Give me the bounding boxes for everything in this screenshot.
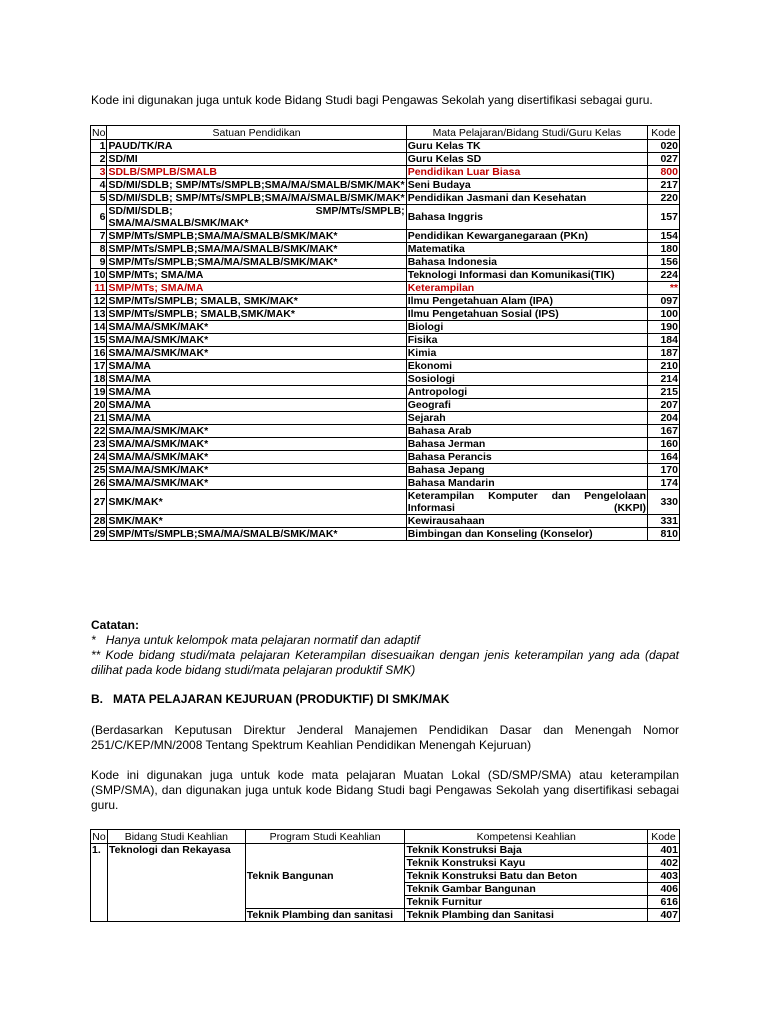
cell-mapel: Seni Budaya: [406, 179, 647, 192]
cell-kode: 164: [648, 451, 680, 464]
header-satuan: Satuan Pendidikan: [107, 126, 406, 140]
header-mapel: Mata Pelajaran/Bidang Studi/Guru Kelas: [406, 126, 647, 140]
cell-no: 3: [91, 166, 107, 179]
header2-no: No: [92, 830, 106, 843]
cell-kode: 167: [648, 425, 680, 438]
cell-satuan: SMP/MTs/SMPLB;SMA/MA/SMALB/SMK/MAK*: [107, 243, 406, 256]
cell-satuan: SMA/MA: [107, 399, 406, 412]
cell-no: 10: [91, 269, 107, 282]
notes-title: Catatan:: [91, 618, 140, 632]
cell-kode: 217: [648, 179, 680, 192]
cell-no: 25: [91, 464, 107, 477]
cell-mapel: Bahasa Arab: [406, 425, 647, 438]
table-row: [91, 490, 680, 515]
cell-mapel: Bahasa Mandarin: [406, 477, 647, 490]
cell-kode: 215: [648, 386, 680, 399]
cell-kode: 616: [647, 896, 679, 909]
cell-kode: 810: [648, 528, 680, 541]
cell-kode: 204: [648, 412, 680, 425]
cell-satuan: SMA/MA/SMK/MAK*: [107, 464, 406, 477]
table-row: [91, 399, 680, 412]
cell-no: 19: [91, 386, 107, 399]
note-2: [91, 648, 679, 678]
notes-section: [91, 618, 679, 678]
header2-kode: Kode: [647, 830, 679, 844]
cell-no: 1: [91, 140, 107, 153]
cell-mapel: Geografi: [406, 399, 647, 412]
table-row: [91, 464, 680, 477]
table-row: [91, 477, 680, 490]
cell-kode: **: [648, 282, 680, 295]
cell-mapel: Pendidikan Kewarganegaraan (PKn): [406, 230, 647, 243]
cell-kode: 157: [648, 205, 680, 230]
table-row: [91, 166, 680, 179]
cell-no: 14: [91, 321, 107, 334]
table-row: [91, 295, 680, 308]
note-2-mark: **: [91, 648, 101, 662]
cell-mapel: Pendidikan Luar Biasa: [406, 166, 647, 179]
cell-satuan: SMA/MA/SMK/MAK*: [107, 438, 406, 451]
note-1: [91, 633, 679, 648]
header2-kompetensi: Kompetensi Keahlian: [405, 830, 648, 844]
cell-mapel: Bahasa Indonesia: [406, 256, 647, 269]
cell-mapel: Kimia: [406, 347, 647, 360]
cell-no: 23: [91, 438, 107, 451]
table-row: [91, 334, 680, 347]
cell-kode: 207: [648, 399, 680, 412]
section-b-para-1: (Berdasarkan Keputusan Direktur Jenderal Manajemen Pendidikan Dasar dan Menengah Nomor 251/C/KEP/MN/2008 Tentang Spektrum Keahlian Pendidikan Menengah Kejuruan): [91, 723, 679, 752]
cell-no: 1.: [91, 844, 108, 922]
cell-mapel: Bahasa Perancis: [406, 451, 647, 464]
cell-mapel: Bahasa Jepang: [406, 464, 647, 477]
table-row: [91, 451, 680, 464]
cell-mapel: Bahasa Jerman: [406, 438, 647, 451]
cell-bidang: Teknologi dan Rekayasa: [107, 844, 245, 922]
cell-no: 2: [91, 153, 107, 166]
table2-header-row: [91, 830, 680, 844]
cell-kode: 210: [648, 360, 680, 373]
cell-program-bangunan: Teknik Bangunan: [245, 844, 405, 909]
cell-mapel: Teknologi Informasi dan Komunikasi(TIK): [406, 269, 647, 282]
cell-mapel: Sosiologi: [406, 373, 647, 386]
cell-satuan: SD/MI/SDLB; SMP/MTs/SMPLB;SMA/MA/SMALB/SMK/MAK*: [108, 179, 405, 191]
cell-kode: 184: [648, 334, 680, 347]
cell-kompetensi: Teknik Konstruksi Kayu: [405, 857, 648, 870]
cell-kode: 097: [648, 295, 680, 308]
header-no: No: [92, 126, 106, 139]
cell-no: 4: [91, 179, 107, 192]
cell-mapel: Biologi: [406, 321, 647, 334]
header-kode: Kode: [648, 126, 680, 140]
table-row: [91, 386, 680, 399]
section-b-letter: B.: [91, 692, 103, 706]
cell-kode: 800: [648, 166, 680, 179]
cell-satuan: SMA/MA: [107, 360, 406, 373]
cell-no: 15: [91, 334, 107, 347]
cell-mapel: Ilmu Pengetahuan Sosial (IPS): [406, 308, 647, 321]
table-row: [91, 438, 680, 451]
header2-bidang: Bidang Studi Keahlian: [107, 830, 245, 844]
table-row: [91, 179, 680, 192]
cell-mapel: Ekonomi: [406, 360, 647, 373]
cell-kode: 020: [648, 140, 680, 153]
table-row: [91, 347, 680, 360]
table-row: [91, 192, 680, 205]
cell-mapel: Antropologi: [406, 386, 647, 399]
code-table-general: [90, 125, 680, 541]
cell-kode: 220: [648, 192, 680, 205]
cell-no: 24: [91, 451, 107, 464]
cell-no: 21: [91, 412, 107, 425]
cell-kompetensi: Teknik Konstruksi Batu dan Beton: [405, 870, 648, 883]
cell-no: 5: [91, 192, 107, 205]
cell-kode: 407: [647, 909, 679, 922]
cell-mapel: Matematika: [406, 243, 647, 256]
code-table-kejuruan: [90, 829, 680, 922]
cell-satuan: PAUD/TK/RA: [107, 140, 406, 153]
cell-satuan: SMP/MTs; SMA/MA: [107, 269, 406, 282]
table-header-row: [91, 126, 680, 140]
cell-satuan: SMA/MA/SMK/MAK*: [107, 321, 406, 334]
cell-kode: 170: [648, 464, 680, 477]
cell-no: 28: [91, 515, 107, 528]
cell-mapel: Bahasa Inggris: [406, 205, 647, 230]
section-b-para-2: Kode ini digunakan juga untuk kode mata pelajaran Muatan Lokal (SD/SMP/SMA) atau keterampilan (SMP/SMA), dan digunakan juga untuk kode Bidang Studi bagi Pengawas Sekolah yang disertifikasi sebagai guru.: [91, 768, 679, 812]
cell-kode: 331: [648, 515, 680, 528]
cell-no: 8: [91, 243, 107, 256]
note-2-text: Kode bidang studi/mata pelajaran Keterampilan disesuaikan dengan jenis keterampilan yang ada (dapat dilihat pada kode bidang studi/mata pelajaran produktif SMK): [91, 648, 679, 677]
cell-satuan: SD/MI/SDLB; SMP/MTs/SMPLB;SMA/MA/SMALB/SMK/MAK*: [108, 192, 405, 204]
cell-satuan: SD/MI: [107, 153, 406, 166]
table-row: [91, 373, 680, 386]
cell-kode: 190: [648, 321, 680, 334]
table-row: [91, 321, 680, 334]
table-body: [91, 140, 680, 541]
cell-satuan: SMP/MTs/SMPLB;SMA/MA/SMALB/SMK/MAK*: [107, 230, 406, 243]
cell-no: 11: [91, 282, 107, 295]
cell-mapel: Keterampilan Komputer dan Pengelolaan Informasi (KKPI): [407, 490, 647, 514]
cell-program-plambing: Teknik Plambing dan sanitasi: [245, 909, 405, 922]
cell-kode: 156: [648, 256, 680, 269]
cell-kode: 174: [648, 477, 680, 490]
cell-satuan: SMA/MA/SMK/MAK*: [107, 347, 406, 360]
cell-kode: 180: [648, 243, 680, 256]
cell-no: 12: [91, 295, 107, 308]
cell-kode: 403: [647, 870, 679, 883]
cell-kode: 187: [648, 347, 680, 360]
cell-mapel: Sejarah: [406, 412, 647, 425]
cell-no: 17: [91, 360, 107, 373]
cell-no: 9: [91, 256, 107, 269]
cell-satuan: SDLB/SMPLB/SMALB: [107, 166, 406, 179]
cell-no: 27: [91, 490, 107, 515]
table-row: [91, 425, 680, 438]
cell-no: 18: [91, 373, 107, 386]
cell-no: 29: [91, 528, 107, 541]
cell-kompetensi: Teknik Furnitur: [405, 896, 648, 909]
cell-satuan: SMP/MTs; SMA/MA: [107, 282, 406, 295]
table-row: [91, 528, 680, 541]
cell-mapel: Guru Kelas SD: [406, 153, 647, 166]
cell-satuan: SMK/MAK*: [107, 490, 406, 515]
table-row: [91, 205, 680, 230]
cell-kode: 224: [648, 269, 680, 282]
cell-mapel: Guru Kelas TK: [406, 140, 647, 153]
cell-kode: 154: [648, 230, 680, 243]
cell-kompetensi: Teknik Konstruksi Baja: [405, 844, 648, 857]
table-row: [91, 243, 680, 256]
table-row: [91, 844, 680, 857]
table-row: [91, 269, 680, 282]
cell-no: 20: [91, 399, 107, 412]
table-row: [91, 515, 680, 528]
cell-satuan: SMP/MTs/SMPLB; SMALB, SMK/MAK*: [107, 295, 406, 308]
cell-no: 22: [91, 425, 107, 438]
cell-kode: 401: [647, 844, 679, 857]
cell-satuan: SMA/MA/SMK/MAK*: [107, 425, 406, 438]
cell-mapel: Kewirausahaan: [406, 515, 647, 528]
cell-kompetensi: Teknik Plambing dan Sanitasi: [405, 909, 648, 922]
cell-satuan: SMP/MTs/SMPLB; SMALB,SMK/MAK*: [107, 308, 406, 321]
table-row: [91, 256, 680, 269]
table-row: [91, 153, 680, 166]
cell-no: 26: [91, 477, 107, 490]
table-row: [91, 412, 680, 425]
cell-no: 7: [91, 230, 107, 243]
cell-satuan: SMA/MA: [107, 373, 406, 386]
cell-satuan: SMA/MA/SMK/MAK*: [107, 451, 406, 464]
cell-satuan: SMK/MAK*: [107, 515, 406, 528]
header2-program: Program Studi Keahlian: [245, 830, 405, 844]
section-b-title: MATA PELAJARAN KEJURUAN (PRODUKTIF) DI SMK/MAK: [113, 692, 450, 706]
cell-kode: 160: [648, 438, 680, 451]
cell-no: 13: [91, 308, 107, 321]
cell-mapel: Fisika: [406, 334, 647, 347]
cell-satuan: SMA/MA: [107, 386, 406, 399]
table-row: [91, 282, 680, 295]
table-row: [91, 140, 680, 153]
cell-satuan: SMA/MA/SMK/MAK*: [107, 334, 406, 347]
cell-satuan: SMP/MTs/SMPLB;SMA/MA/SMALB/SMK/MAK*: [107, 256, 406, 269]
cell-mapel: Ilmu Pengetahuan Alam (IPA): [406, 295, 647, 308]
cell-kompetensi: Teknik Gambar Bangunan: [405, 883, 648, 896]
cell-kode: 214: [648, 373, 680, 386]
cell-kode: 406: [647, 883, 679, 896]
cell-satuan: SMA/MA: [107, 412, 406, 425]
cell-mapel: Pendidikan Jasmani dan Kesehatan: [406, 192, 647, 205]
table-row: [91, 360, 680, 373]
cell-no: 6: [91, 205, 107, 230]
note-1-mark: *: [91, 633, 96, 647]
cell-satuan: SMA/MA/SMK/MAK*: [107, 477, 406, 490]
cell-mapel: Keterampilan: [406, 282, 647, 295]
table-row: [91, 230, 680, 243]
intro-text: Kode ini digunakan juga untuk kode Bidang Studi bagi Pengawas Sekolah yang disertifikasi sebagai guru.: [91, 93, 653, 107]
cell-kode: 027: [648, 153, 680, 166]
note-1-text: Hanya untuk kelompok mata pelajaran normatif dan adaptif: [105, 633, 420, 647]
cell-kode: 100: [648, 308, 680, 321]
table-row: [91, 308, 680, 321]
section-b-heading: [91, 692, 449, 706]
cell-mapel: Bimbingan dan Konseling (Konselor): [406, 528, 647, 541]
cell-satuan: SD/MI/SDLB; SMP/MTs/SMPLB; SMA/MA/SMALB/SMK/MAK*: [108, 205, 405, 229]
cell-kode: 402: [647, 857, 679, 870]
cell-kode: 330: [648, 490, 680, 515]
cell-satuan: SMP/MTs/SMPLB;SMA/MA/SMALB/SMK/MAK*: [107, 528, 406, 541]
cell-no: 16: [91, 347, 107, 360]
